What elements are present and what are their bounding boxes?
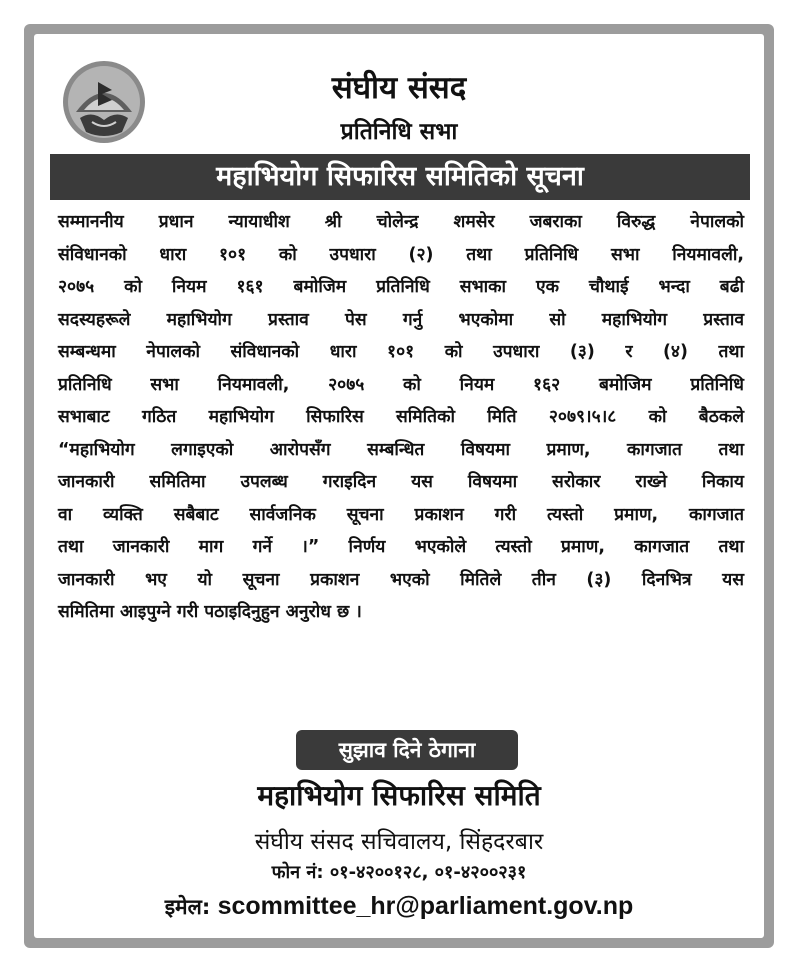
email-line bbox=[34, 892, 764, 921]
body-line: समितिमा आइपुग्ने गरी पठाइदिनुहुन अनुरोध छ । bbox=[58, 602, 362, 622]
body-line: संविधानको धारा १०१ को उपधारा (२) तथा प्रतिनिधि सभा नियमावली, bbox=[58, 244, 744, 265]
notice-body bbox=[58, 206, 744, 629]
body-line: सम्माननीय प्रधान न्यायाधीश श्री चोलेन्द्र शमसेर जबराका विरुद्ध नेपालको bbox=[58, 212, 744, 232]
committee-address: संघीय संसद सचिवालय, सिंहदरबार bbox=[254, 829, 544, 855]
body-line: २०७५ को नियम १६१ बमोजिम प्रतिनिधि सभाका एक चौथाई भन्दा बढी bbox=[58, 277, 744, 297]
body-line: जानकारी समितिमा उपलब्ध गराइदिन यस विषयमा सरोकार राख्ने निकाय bbox=[58, 472, 744, 492]
body-line: तथा जानकारी माग गर्ने ।” निर्णय भएकोले त्यस्तो प्रमाण, कागजात तथा bbox=[58, 537, 744, 557]
notice-banner: महाभियोग सिफारिस समितिको सूचना bbox=[50, 154, 750, 200]
body-line: सभाबाट गठित महाभियोग सिफारिस समितिको मिति २०७९।५।८ को बैठकले bbox=[58, 407, 744, 427]
outer-frame bbox=[24, 24, 774, 948]
body-line: प्रतिनिधि सभा नियमावली, २०७५ को नियम १६२ बमोजिम प्रतिनिधि bbox=[58, 374, 744, 395]
committee-name: महाभियोग सिफारिस समिति bbox=[257, 779, 541, 812]
body-line: जानकारी भए यो सूचना प्रकाशन भएको मितिले तीन (३) दिनभित्र यस bbox=[58, 569, 744, 590]
body-line: सदस्यहरूले महाभियोग प्रस्ताव पेस गर्नु भएकोमा सो महाभियोग प्रस्ताव bbox=[58, 309, 744, 330]
email-label: इमेल: bbox=[164, 895, 211, 919]
email-address-link[interactable]: scommittee_hr@parliament.gov.np bbox=[217, 892, 634, 920]
body-line: सम्बन्धमा नेपालको संविधानको धारा १०१ को उपधारा (३) र (४) तथा bbox=[58, 342, 744, 362]
page-title: संघीय संसद bbox=[331, 70, 467, 106]
suggestion-address-label: सुझाव दिने ठेगाना bbox=[296, 730, 518, 770]
notice-panel bbox=[34, 34, 764, 938]
phone-numbers: फोन नं: ०१-४२००१२८, ०१-४२००२३१ bbox=[271, 862, 527, 883]
body-line: “महाभियोग लगाइएको आरोपसँग सम्बन्धित विषयमा प्रमाण, कागजात तथा bbox=[58, 439, 744, 460]
page-subtitle: प्रतिनिधि सभा bbox=[340, 119, 458, 145]
body-line: वा व्यक्ति सबैबाट सार्वजनिक सूचना प्रकाशन गरी त्यस्तो प्रमाण, कागजात bbox=[58, 504, 744, 525]
